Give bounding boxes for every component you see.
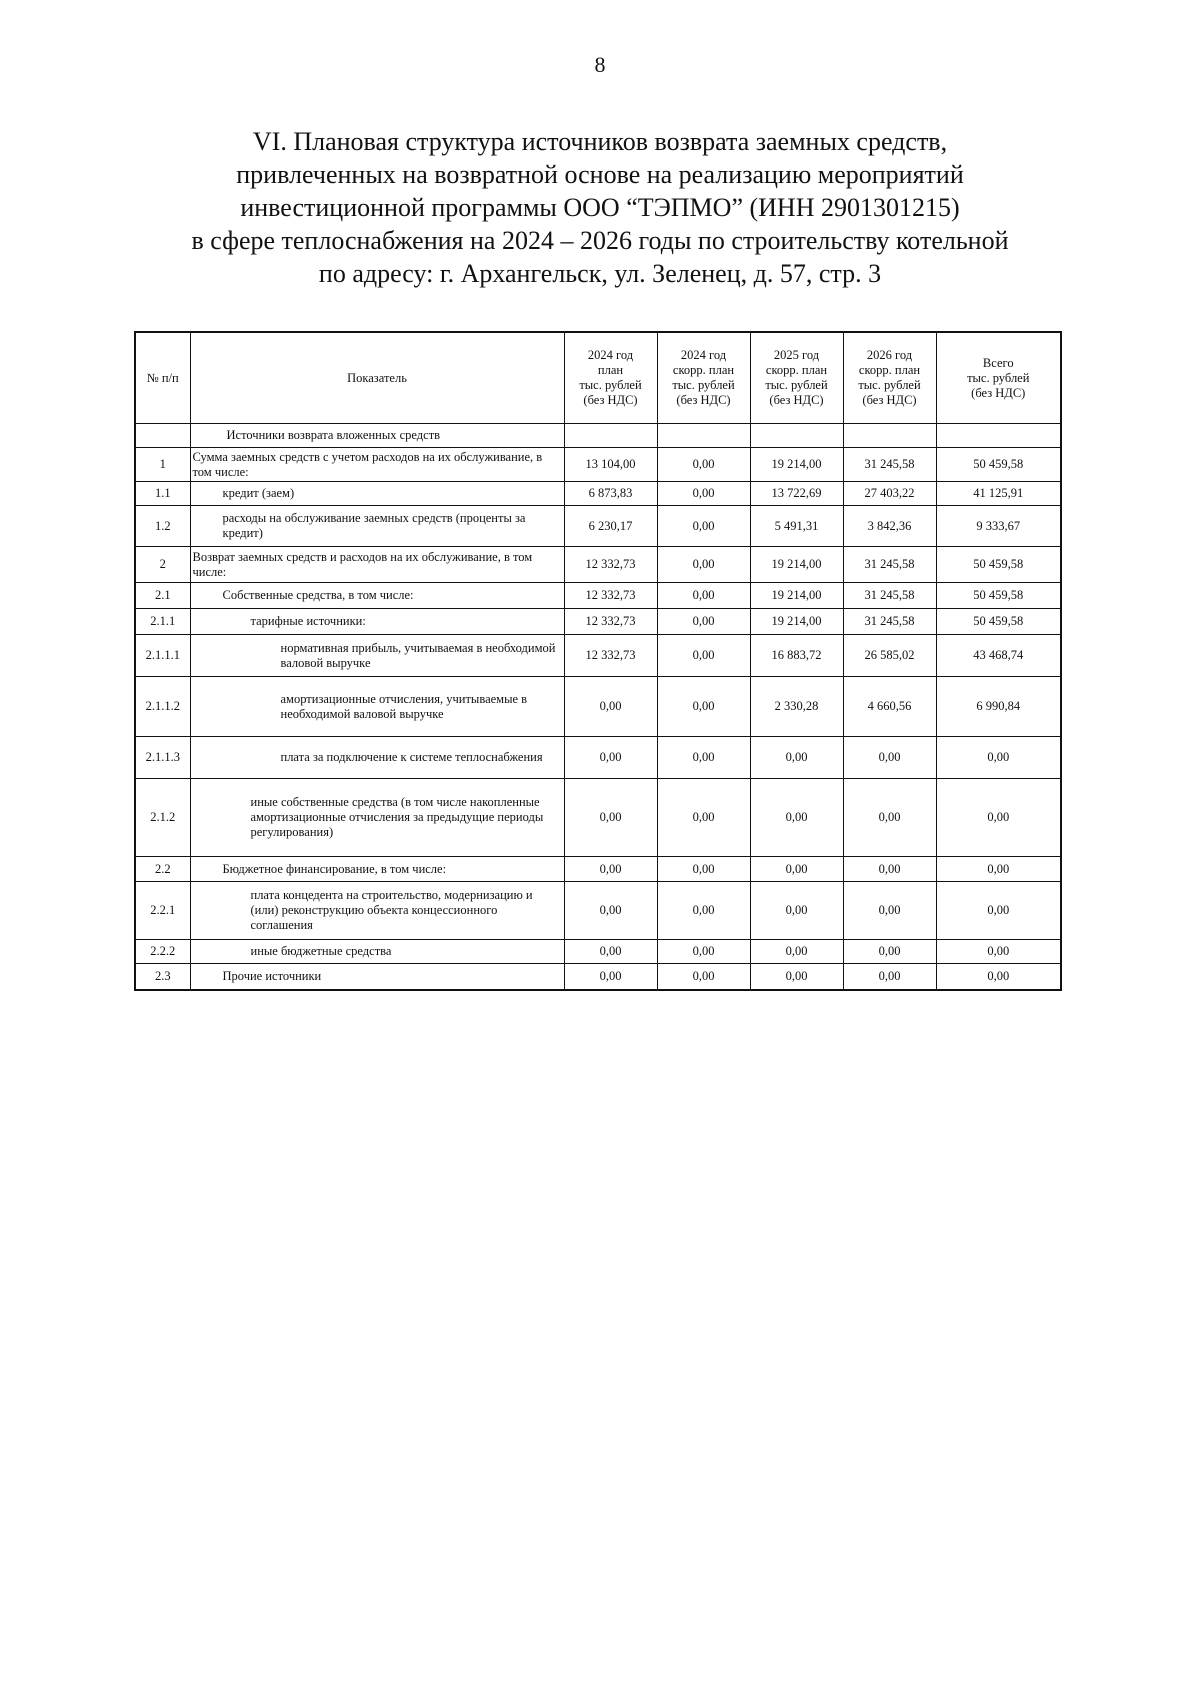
row-label: тарифные источники: xyxy=(190,609,564,635)
row-label: Бюджетное финансирование, в том числе: xyxy=(190,857,564,882)
header-text: 2024 год xyxy=(680,348,727,362)
table-row xyxy=(135,882,1061,940)
table-cell xyxy=(135,424,190,448)
table-row xyxy=(135,857,1061,882)
row-label: иные собственные средства (в том числе накопленные амортизационные отчисления за предыдущие периоды регулирования) xyxy=(190,779,564,857)
header-text: тыс. рублей xyxy=(858,378,921,392)
value-2026-adjusted: 26 585,02 xyxy=(843,635,936,677)
value-2024-plan: 6 873,83 xyxy=(564,482,657,506)
value-2026-adjusted: 0,00 xyxy=(843,857,936,882)
table-row xyxy=(135,677,1061,737)
section-title: Источники возврата вложенных средств xyxy=(190,424,564,448)
value-2024-adjusted: 0,00 xyxy=(657,506,750,547)
header-text: скорр. план xyxy=(672,363,735,377)
row-label: Прочие источники xyxy=(190,964,564,990)
header-num: № п/п xyxy=(135,332,190,424)
title-line: VI. Плановая структура источников возврата заемных средств, xyxy=(252,127,948,156)
value-2024-adjusted: 0,00 xyxy=(657,635,750,677)
value-2024-adjusted: 0,00 xyxy=(657,448,750,482)
table-row xyxy=(135,964,1061,990)
table-row xyxy=(135,506,1061,547)
value-total: 9 333,67 xyxy=(936,506,1061,547)
value-2025-adjusted: 0,00 xyxy=(750,779,843,857)
value-2024-adjusted: 0,00 xyxy=(657,609,750,635)
value-2024-plan: 0,00 xyxy=(564,940,657,964)
value-2024-plan: 12 332,73 xyxy=(564,547,657,583)
header-text: тыс. рублей xyxy=(672,378,735,392)
row-number: 1.2 xyxy=(135,506,190,547)
header-text: (без НДС) xyxy=(862,393,917,407)
value-2024-plan: 0,00 xyxy=(564,779,657,857)
value-2024-plan: 12 332,73 xyxy=(564,609,657,635)
row-label: амортизационные отчисления, учитываемые в необходимой валовой выручке xyxy=(190,677,564,737)
page-number: 8 xyxy=(594,52,606,77)
value-2026-adjusted: 0,00 xyxy=(843,779,936,857)
value-2026-adjusted: 0,00 xyxy=(843,882,936,940)
value-2025-adjusted: 2 330,28 xyxy=(750,677,843,737)
header-text: 2025 год xyxy=(773,348,820,362)
value-2024-adjusted: 0,00 xyxy=(657,779,750,857)
row-number: 2 xyxy=(135,547,190,583)
row-label: Собственные средства, в том числе: xyxy=(190,583,564,609)
header-text: 2024 год xyxy=(587,348,634,362)
header-text: (без НДС) xyxy=(971,385,1026,400)
value-total: 0,00 xyxy=(936,737,1061,779)
value-2026-adjusted: 0,00 xyxy=(843,940,936,964)
value-total: 0,00 xyxy=(936,940,1061,964)
header-text: тыс. рублей xyxy=(579,378,642,392)
value-2024-plan: 0,00 xyxy=(564,857,657,882)
value-total: 0,00 xyxy=(936,882,1061,940)
table-header-row xyxy=(135,332,1061,424)
value-2025-adjusted: 5 491,31 xyxy=(750,506,843,547)
value-2026-adjusted: 3 842,36 xyxy=(843,506,936,547)
header-text: (без НДС) xyxy=(583,393,638,407)
title-line: инвестиционной программы ООО “ТЭПМО” (ИНН 2901301215) xyxy=(240,193,960,222)
value-2024-adjusted: 0,00 xyxy=(657,737,750,779)
row-label: расходы на обслуживание заемных средств (проценты за кредит) xyxy=(190,506,564,547)
title-line: привлеченных на возвратной основе на реализацию мероприятий xyxy=(236,160,964,189)
value-2026-adjusted: 31 245,58 xyxy=(843,547,936,583)
row-number: 2.1 xyxy=(135,583,190,609)
value-2025-adjusted: 0,00 xyxy=(750,940,843,964)
value-2024-plan: 13 104,00 xyxy=(564,448,657,482)
value-2025-adjusted: 0,00 xyxy=(750,964,843,990)
value-total: 50 459,58 xyxy=(936,547,1061,583)
row-number: 1.1 xyxy=(135,482,190,506)
value-total: 43 468,74 xyxy=(936,635,1061,677)
header-text: (без НДС) xyxy=(676,393,731,407)
value-total: 0,00 xyxy=(936,779,1061,857)
row-number: 2.2 xyxy=(135,857,190,882)
value-2024-adjusted: 0,00 xyxy=(657,547,750,583)
value-2025-adjusted: 0,00 xyxy=(750,882,843,940)
row-number: 2.1.2 xyxy=(135,779,190,857)
table-row xyxy=(135,609,1061,635)
value-total: 50 459,58 xyxy=(936,583,1061,609)
value-2025-adjusted: 13 722,69 xyxy=(750,482,843,506)
value-total: 41 125,91 xyxy=(936,482,1061,506)
header-total xyxy=(936,332,1061,424)
section-row xyxy=(135,424,1061,448)
header-2024-plan xyxy=(564,332,657,424)
table-row xyxy=(135,779,1061,857)
value-total: 50 459,58 xyxy=(936,609,1061,635)
row-label: Сумма заемных средств с учетом расходов на их обслуживание, в том числе: xyxy=(190,448,564,482)
row-label: плата за подключение к системе теплоснабжения xyxy=(190,737,564,779)
table-row xyxy=(135,583,1061,609)
value-2024-plan: 0,00 xyxy=(564,677,657,737)
value-2024-adjusted: 0,00 xyxy=(657,482,750,506)
value-2026-adjusted: 31 245,58 xyxy=(843,448,936,482)
value-2026-adjusted: 27 403,22 xyxy=(843,482,936,506)
value-2025-adjusted: 16 883,72 xyxy=(750,635,843,677)
value-2025-adjusted: 19 214,00 xyxy=(750,583,843,609)
funding-sources-table xyxy=(134,331,1062,991)
value-2025-adjusted: 0,00 xyxy=(750,857,843,882)
value-2024-plan: 12 332,73 xyxy=(564,635,657,677)
value-2024-adjusted: 0,00 xyxy=(657,882,750,940)
value-2026-adjusted: 31 245,58 xyxy=(843,583,936,609)
row-number: 2.1.1.1 xyxy=(135,635,190,677)
value-2024-adjusted: 0,00 xyxy=(657,583,750,609)
table-cell xyxy=(564,424,657,448)
document-title xyxy=(80,125,1120,290)
value-2024-plan: 0,00 xyxy=(564,964,657,990)
header-2025-adjusted xyxy=(750,332,843,424)
value-2026-adjusted: 0,00 xyxy=(843,737,936,779)
table-row xyxy=(135,737,1061,779)
header-text: тыс. рублей xyxy=(765,378,828,392)
value-2024-plan: 6 230,17 xyxy=(564,506,657,547)
row-label: нормативная прибыль, учитываемая в необходимой валовой выручке xyxy=(190,635,564,677)
row-label: Возврат заемных средств и расходов на их обслуживание, в том числе: xyxy=(190,547,564,583)
table-row xyxy=(135,448,1061,482)
row-label: кредит (заем) xyxy=(190,482,564,506)
header-indicator: Показатель xyxy=(190,332,564,424)
row-number: 2.1.1.3 xyxy=(135,737,190,779)
value-total: 0,00 xyxy=(936,857,1061,882)
value-2025-adjusted: 19 214,00 xyxy=(750,609,843,635)
value-2026-adjusted: 0,00 xyxy=(843,964,936,990)
table-cell xyxy=(843,424,936,448)
header-text: 2026 год xyxy=(866,348,913,362)
row-number: 1 xyxy=(135,448,190,482)
value-2024-adjusted: 0,00 xyxy=(657,857,750,882)
value-2024-adjusted: 0,00 xyxy=(657,940,750,964)
table-cell xyxy=(936,424,1061,448)
header-text: тыс. рублей xyxy=(967,370,1030,385)
value-2024-adjusted: 0,00 xyxy=(657,964,750,990)
value-2024-plan: 0,00 xyxy=(564,882,657,940)
table-row xyxy=(135,547,1061,583)
row-number: 2.1.1 xyxy=(135,609,190,635)
value-2026-adjusted: 31 245,58 xyxy=(843,609,936,635)
value-2024-adjusted: 0,00 xyxy=(657,677,750,737)
title-line: в сфере теплоснабжения на 2024 – 2026 годы по строительству котельной xyxy=(191,226,1009,255)
row-number: 2.3 xyxy=(135,964,190,990)
header-2024-adjusted xyxy=(657,332,750,424)
title-line: по адресу: г. Архангельск, ул. Зеленец, д. 57, стр. 3 xyxy=(318,259,882,288)
table-row xyxy=(135,940,1061,964)
value-total: 50 459,58 xyxy=(936,448,1061,482)
row-number: 2.1.1.2 xyxy=(135,677,190,737)
table-row xyxy=(135,635,1061,677)
table-cell xyxy=(750,424,843,448)
row-number: 2.2.1 xyxy=(135,882,190,940)
value-total: 6 990,84 xyxy=(936,677,1061,737)
header-2026-adjusted xyxy=(843,332,936,424)
table-row xyxy=(135,482,1061,506)
value-2026-adjusted: 4 660,56 xyxy=(843,677,936,737)
header-text: план xyxy=(597,363,624,377)
header-text: (без НДС) xyxy=(769,393,824,407)
header-text: Всего xyxy=(982,355,1014,370)
table-cell xyxy=(657,424,750,448)
value-2024-plan: 0,00 xyxy=(564,737,657,779)
value-2024-plan: 12 332,73 xyxy=(564,583,657,609)
row-number: 2.2.2 xyxy=(135,940,190,964)
header-text: скорр. план xyxy=(858,363,921,377)
value-2025-adjusted: 19 214,00 xyxy=(750,547,843,583)
value-2025-adjusted: 0,00 xyxy=(750,737,843,779)
value-2025-adjusted: 19 214,00 xyxy=(750,448,843,482)
row-label: иные бюджетные средства xyxy=(190,940,564,964)
row-label: плата концедента на строительство, модернизацию и (или) реконструкцию объекта концессионного соглашения xyxy=(190,882,564,940)
header-text: скорр. план xyxy=(765,363,828,377)
value-total: 0,00 xyxy=(936,964,1061,990)
